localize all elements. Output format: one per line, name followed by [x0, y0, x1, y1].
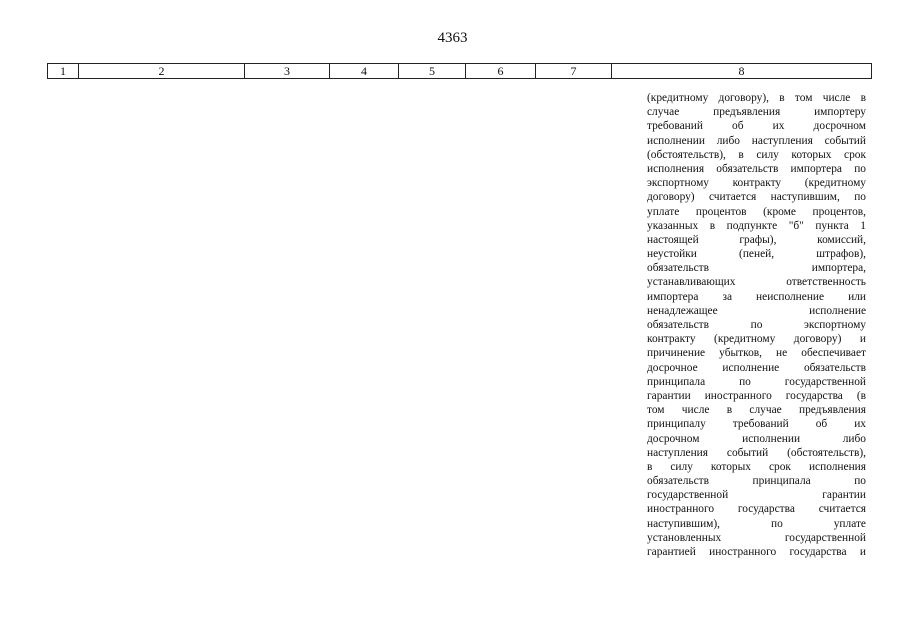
page-number: 4363: [437, 30, 468, 46]
text-line: ненадлежащее исполнение: [647, 304, 866, 317]
header-cell-3: 3: [245, 64, 330, 79]
text-line: (кредитному договору), в том числе в: [647, 92, 866, 104]
text-line: экспортному контракту (кредитному: [647, 177, 866, 190]
text-line: государственной гарантии: [647, 489, 866, 502]
text-line: гарантией иностранного государства и: [647, 546, 866, 558]
text-line: исполнения обязательств импортера по: [647, 162, 866, 175]
column-8-text: [647, 91, 866, 559]
header-cell-1: 1: [48, 64, 79, 79]
text-line: том числе в случае предъявления: [647, 404, 866, 417]
text-line: принципала по государственной: [647, 375, 866, 388]
column-number-header-table: [47, 63, 872, 79]
text-line: наступления событий (обстоятельств),: [647, 446, 866, 459]
text-line: обязательств по экспортному: [647, 319, 866, 331]
text-line: случае предъявления импортеру: [647, 106, 866, 119]
text-line: импортера за неисполнение или: [647, 290, 866, 303]
text-line: досрочном исполнении либо: [647, 432, 866, 445]
text-line: в силу которых срок исполнения: [647, 460, 866, 473]
text-line: досрочное исполнение обязательств: [647, 361, 866, 374]
text-line: уплате процентов (кроме процентов,: [647, 205, 866, 218]
text-line: требований об их досрочном: [647, 120, 866, 133]
text-line: принципалу требований об их: [647, 418, 866, 431]
header-cell-2: 2: [79, 64, 245, 79]
text-line: наступившим), по уплате: [647, 517, 866, 530]
text-line: причинение убытков, не обеспечивает: [647, 347, 866, 360]
text-line: гарантии иностранного государства (в: [647, 389, 866, 402]
text-line: иностранного государства считается: [647, 503, 866, 516]
header-cell-4: 4: [330, 64, 399, 79]
text-line: обязательств импортера,: [647, 262, 866, 275]
text-line: (обстоятельств), в силу которых срок: [647, 148, 866, 161]
text-line: неустойки (пеней, штрафов),: [647, 248, 866, 261]
header-row: [48, 64, 872, 79]
text-line: настоящей графы), комиссий,: [647, 233, 866, 246]
header-cell-8: 8: [612, 64, 872, 79]
text-line: устанавливающих ответственность: [647, 276, 866, 289]
header-cell-7: 7: [536, 64, 612, 79]
text-line: указанных в подпункте "б" пункта 1: [647, 219, 866, 232]
text-line: договору) считается наступившим, по: [647, 191, 866, 204]
header-cell-5: 5: [399, 64, 466, 79]
text-line: контракту (кредитному договору) и: [647, 333, 866, 346]
text-line: установленных государственной: [647, 531, 866, 544]
text-line: обязательств принципала по: [647, 475, 866, 488]
text-line: исполнении либо наступления событий: [647, 134, 866, 147]
header-cell-6: 6: [466, 64, 536, 79]
